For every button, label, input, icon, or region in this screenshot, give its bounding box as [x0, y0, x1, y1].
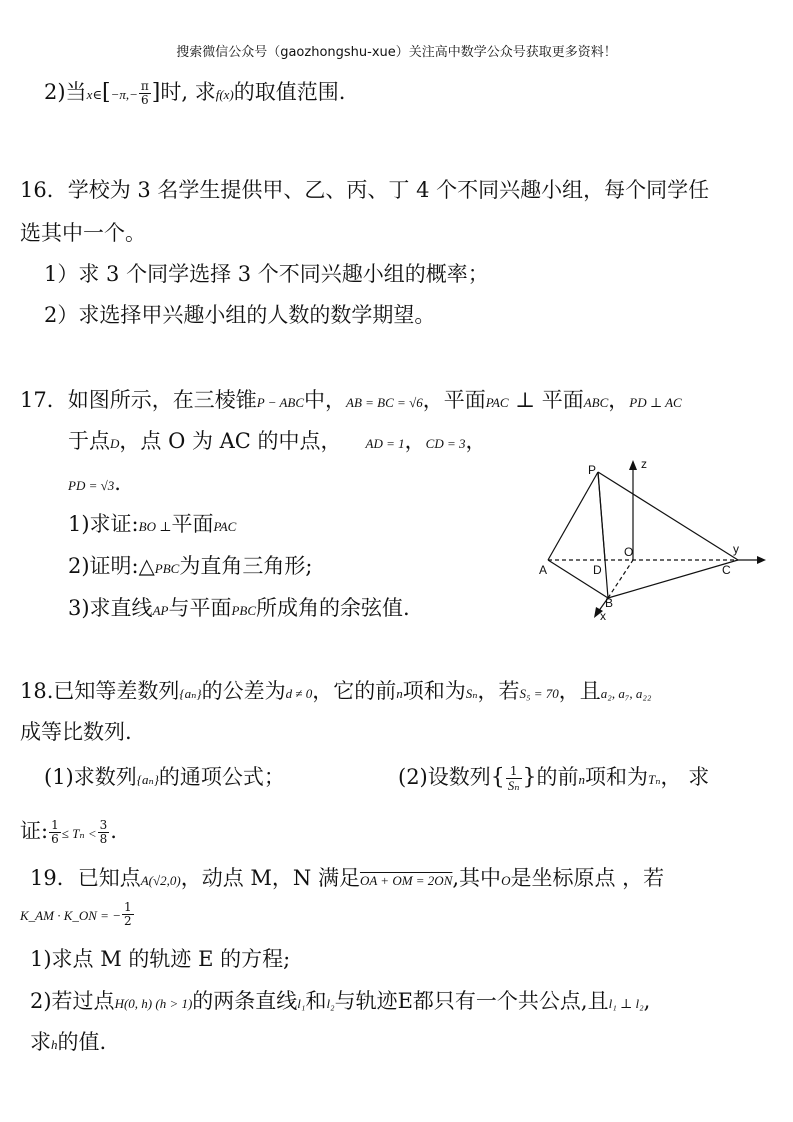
q18-line1: 18.已知等差数列{aₙ}的公差为d ≠ 0，它的前n项和为Sₙ，若S₅ = 70，且a₂, a₇, a₂₂: [20, 679, 652, 703]
q17-math-ad: AD = 1: [365, 436, 405, 451]
q18-math-d: d ≠ 0: [285, 686, 313, 701]
q18-math-terms: a₂, a₇, a₂₂: [600, 686, 652, 701]
q17-part1: 1)求证:BO ⊥平面PAC: [68, 512, 237, 536]
label-c: C: [722, 563, 731, 577]
q18-line2: 成等比数列.: [20, 720, 132, 744]
label-b: B: [605, 596, 614, 610]
q17-math-abc: ABC: [583, 395, 609, 410]
q19-math-l1: l₁: [297, 996, 306, 1011]
q18-math-tn: Tₙ: [648, 772, 661, 787]
q17-math-pd: PD ⊥ AC: [629, 395, 682, 410]
page-header: 搜索微信公众号（gaozhongshu-xue）关注高中数学公众号获取更多资料！: [176, 45, 617, 60]
q16-line2: 选其中一个。: [20, 221, 146, 245]
z-arrow-icon: [629, 460, 637, 470]
q19-math-perp: l₁ ⊥ l₂: [608, 996, 644, 1011]
q17-math-d: D: [110, 436, 120, 451]
q17-line1: 17．如图所示，在三棱锥P − ABC中，AB = BC = √6，平面PAC ⊥ 平面ABC，PD ⊥ AC: [20, 388, 682, 412]
q15-fraction: $\frac{\pi}{6}$: [140, 79, 149, 107]
q17-math-pac: PAC: [485, 395, 509, 410]
q18-math-an: {aₙ}: [179, 686, 202, 701]
q19-math-vectors: OA + OM = 2ON: [359, 873, 453, 888]
q15-part2-prefix: 2)当: [44, 80, 87, 104]
q19-math-l2: l₂: [326, 996, 335, 1011]
q16-part2: 2）求选择甲兴趣小组的人数的数学期望。: [44, 303, 436, 327]
q15-part2-suffix: 的取值范围.: [233, 80, 346, 104]
q17-math-ap: AP: [152, 603, 169, 618]
q18-math-n: n: [396, 686, 403, 701]
q18-math-n2: n: [578, 772, 586, 787]
q15-part2: 2)当x∈[−π,− $\frac{\pi}{6}$ ]时, 求f(x)的取值范围.: [44, 79, 346, 107]
q17-math-ab: AB = BC = √6: [346, 395, 423, 410]
q19-math-a: A(√2,0): [140, 873, 181, 888]
y-arrow-icon: [757, 556, 766, 564]
q19-part2: 2)若过点H(0, h) (h > 1)的两条直线l₁和l₂与轨迹E都只有一个共公点,且l₁ ⊥ l₂,: [30, 989, 651, 1013]
edge-pd: [598, 472, 605, 560]
q17-math-pd3: PD = √3: [68, 478, 115, 493]
q17-line3: PD = √3.: [68, 471, 121, 495]
pyramid-figure: [530, 450, 770, 630]
q19-math-o: O: [501, 873, 511, 888]
q19-line1: 19．已知点A(√2,0)，动点 M，N 满足OA + OM = 2ON,其中O是坐标原点 ，若: [30, 866, 665, 890]
q17-part3: 3)求直线AP与平面PBC所成角的余弦值.: [68, 596, 410, 620]
edge-pa: [548, 472, 598, 560]
label-x: x: [600, 609, 606, 623]
q19-last-line: 求h的值.: [30, 1030, 107, 1054]
q17-math-pabc: P − ABC: [256, 395, 305, 410]
q18-part1: (1)求数列{aₙ}的通项公式；: [44, 765, 285, 789]
q15-math-f: f(x): [215, 87, 234, 102]
q17-math-bo: BO ⊥: [138, 519, 172, 534]
q18-part2: (2)设数列{ $\frac{1}{\text{Sₙ}}$ }的前n项和为Tₙ， 求: [398, 764, 710, 793]
edge-bc: [608, 560, 738, 598]
q19-math-h: H(0, h) (h > 1): [114, 996, 193, 1011]
q19-part1: 1)求点 M 的轨迹 E 的方程;: [30, 947, 291, 971]
label-a: A: [539, 563, 548, 577]
q18-math-tn-range: ≤ Tₙ <: [61, 826, 97, 841]
q17-math-pbc2: PBC: [231, 603, 257, 618]
q17-line2: 于点D，点 O 为 AC 的中点， AD = 1，CD = 3，: [68, 429, 487, 453]
edge-pc: [598, 472, 738, 560]
q19-frac-half: $\frac{1}{2}$: [123, 900, 132, 928]
label-o: O: [624, 545, 634, 559]
q15-part2-mid: 时, 求: [160, 80, 216, 104]
q19-math-h2: h: [51, 1037, 58, 1052]
q18-frac-three-eighths: $\frac{3}{8}$: [99, 818, 108, 846]
label-d: D: [593, 563, 602, 577]
q17-math-cd: CD = 3: [425, 436, 466, 451]
q17-math-pbc: PBC: [154, 561, 180, 576]
q18-proof: 证: $\frac{1}{6}$ ≤ Tₙ < $\frac{3}{8}$ .: [20, 818, 117, 846]
q18-math-sn: Sₙ: [465, 686, 478, 701]
q18-frac-one-sixth: $\frac{1}{6}$: [51, 818, 59, 846]
label-y: y: [733, 542, 739, 556]
q16-part1: 1）求 3 个同学选择 3 个不同兴趣小组的概率；: [44, 262, 489, 286]
q15-math-x: x∈: [86, 87, 102, 102]
q18-math-an2: {aₙ}: [136, 772, 159, 787]
q17-math-pac2: PAC: [213, 519, 237, 534]
q17-part2: 2)证明:△PBC为直角三角形;: [68, 554, 313, 578]
q18-fraction-1-over-sn: $\frac{1}{\text{Sₙ}}$: [507, 764, 520, 793]
q18-math-s5: S₅ = 70: [519, 686, 559, 701]
q16-line1: 16．学校为 3 名学生提供甲、乙、丙、丁 4 个不同兴趣小组，每个同学任: [20, 178, 710, 202]
label-p: P: [588, 463, 597, 477]
q19-math-k: K_AM · K_ON = −: [20, 908, 121, 923]
q15-math-interval: −π,−: [110, 87, 138, 102]
q19-line2: [20, 900, 135, 929]
label-z: z: [641, 457, 647, 471]
